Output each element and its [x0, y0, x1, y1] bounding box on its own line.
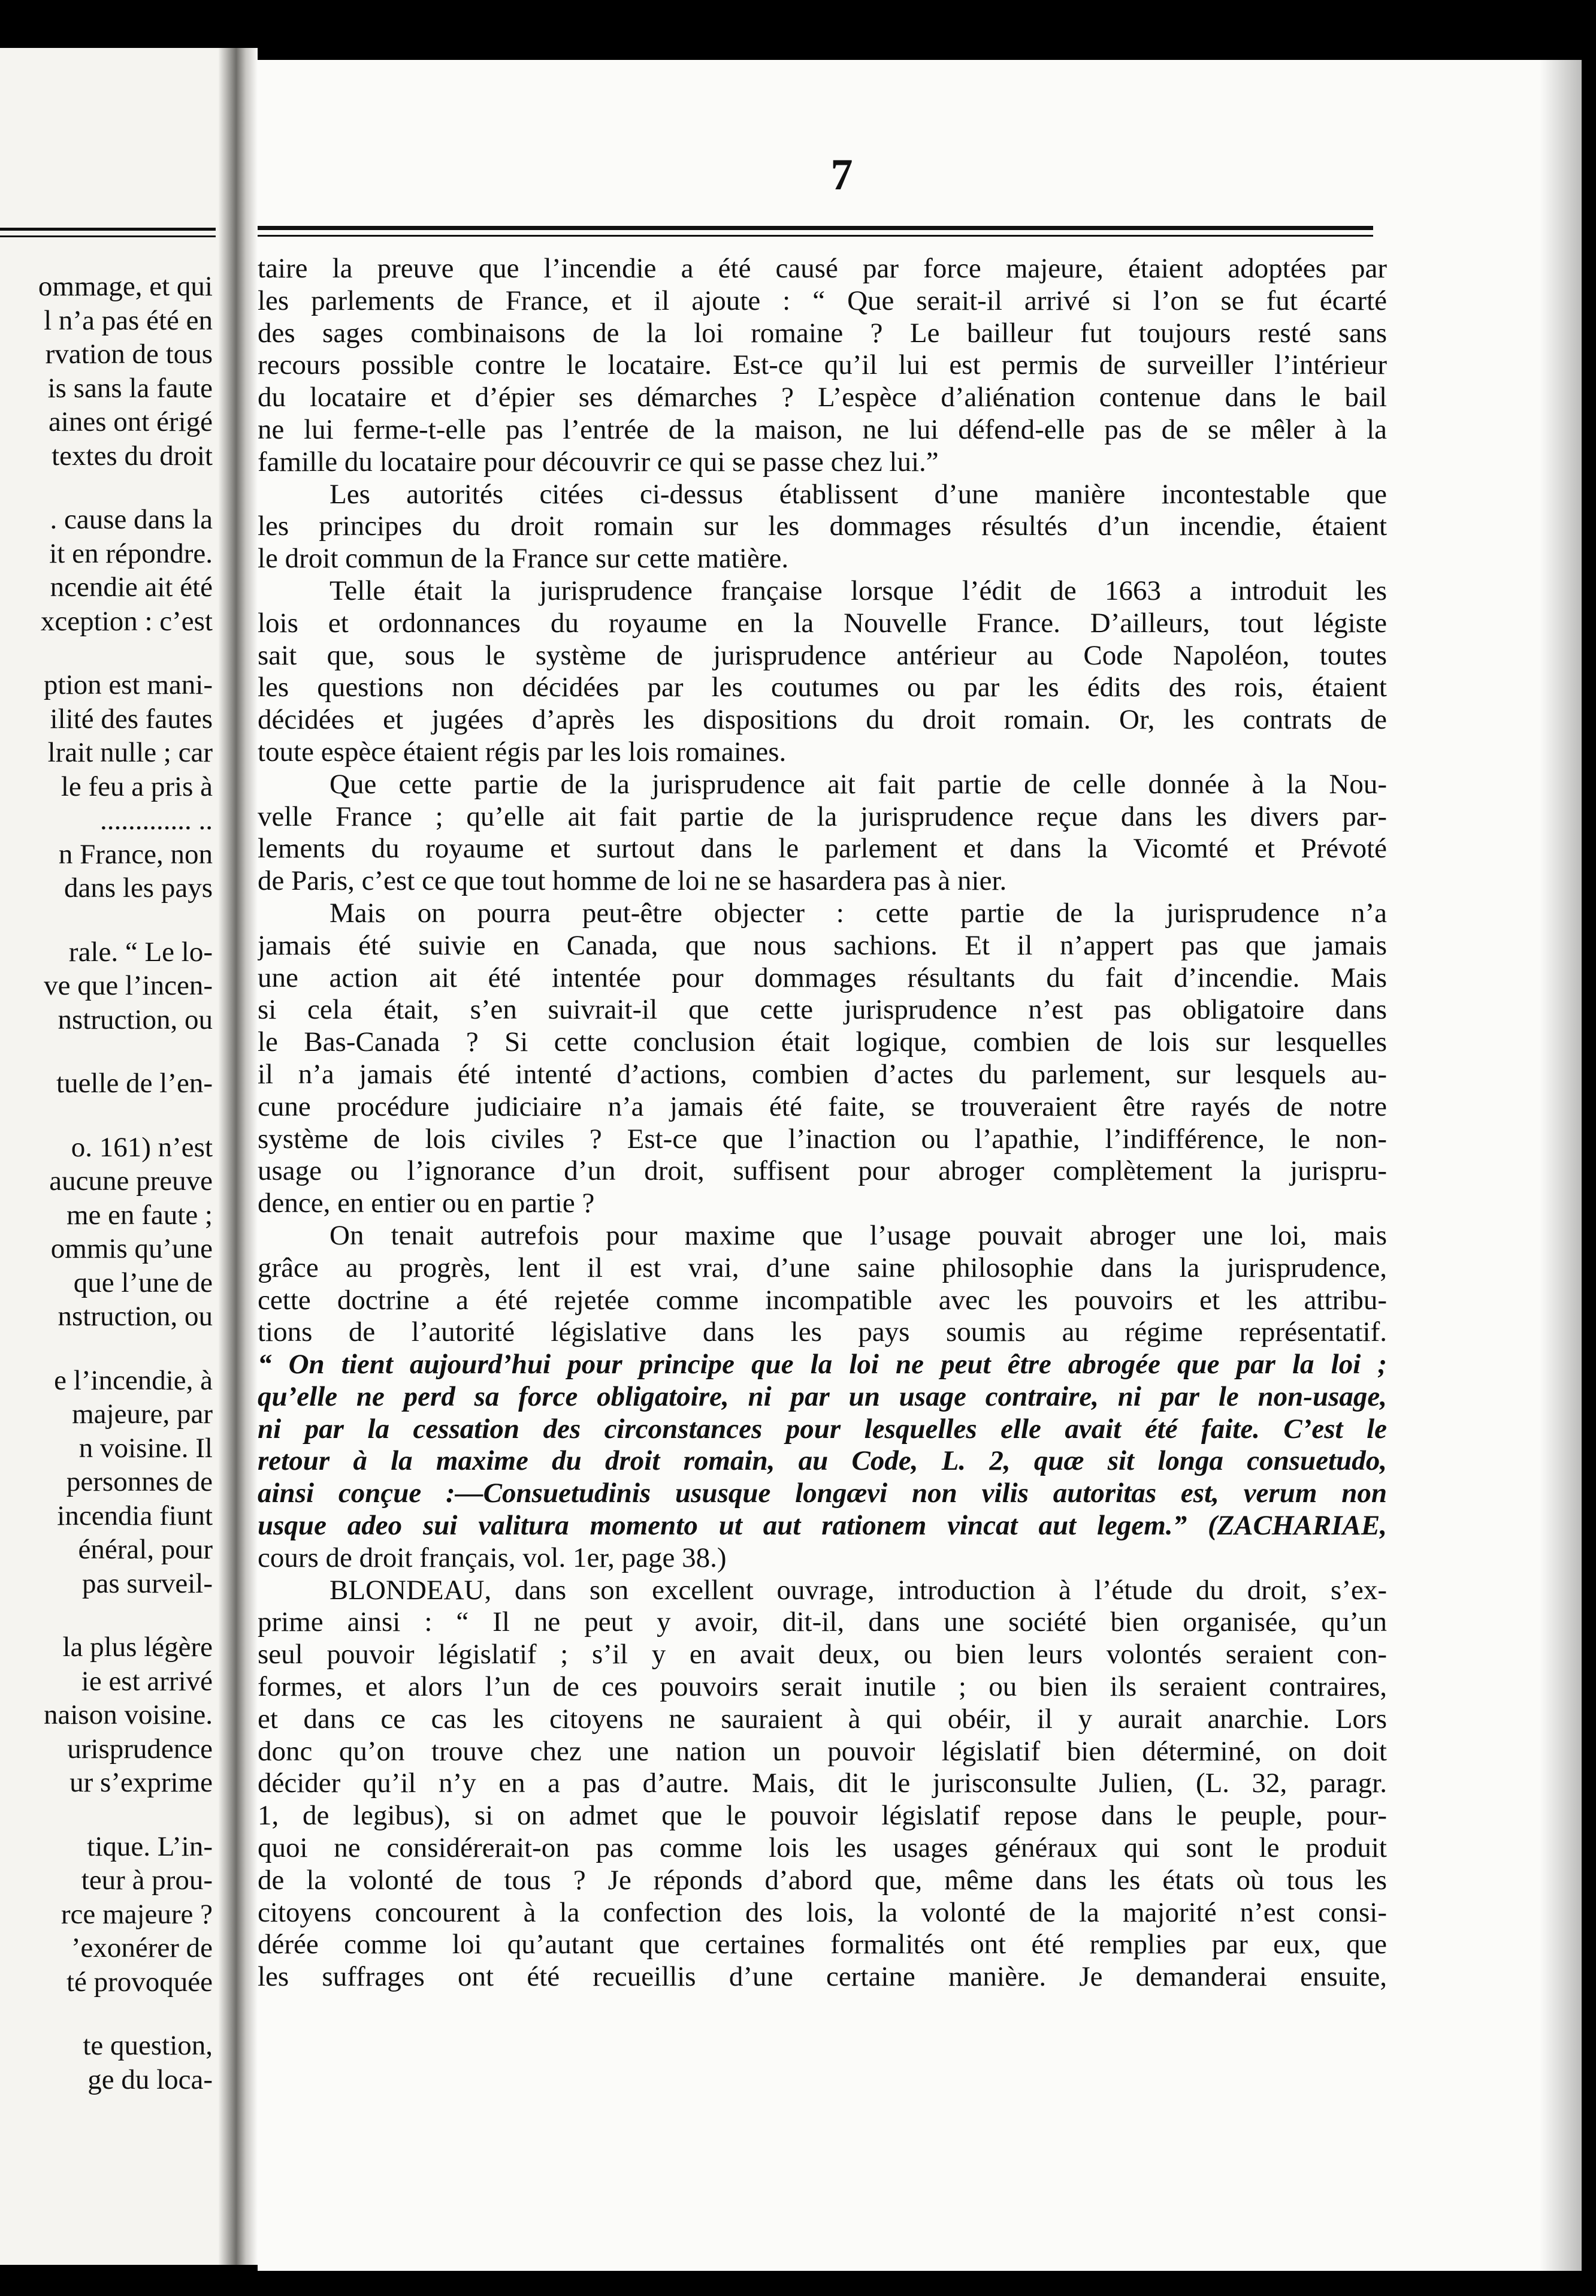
left-column-line: [0, 905, 213, 935]
left-column-line: nstruction, ou: [58, 1004, 213, 1035]
body-line: et dans ce cas les citoyens ne sauraient à qui obéir, il y aurait anarchie. Lors: [258, 1703, 1387, 1735]
left-column-line: l n’a pas été en: [44, 304, 213, 336]
body-line: jamais été suivie en Canada, que nous sachions. Et il n’appert pas que jamais: [258, 929, 1387, 961]
page-edge-shadow: [1540, 60, 1582, 2271]
left-column-line: ilité des fautes: [50, 703, 213, 735]
body-line: quoi ne considérerait-on pas comme lois les usages généraux qui sont le produit: [258, 1832, 1387, 1864]
body-line: cours de droit français, vol. 1er, page 38.): [258, 1542, 727, 1573]
body-line: recours possible contre le locataire. Est-ce qu’il lui est permis de surveiller l’intérieur: [258, 349, 1387, 381]
left-column-line: textes du droit: [52, 440, 213, 472]
left-column-line: pas surveil-: [82, 1567, 213, 1599]
left-column-line: is sans la faute: [47, 372, 213, 404]
body-line: les principes du droit romain sur les dommages résultés d’un incendie, étaient: [258, 510, 1387, 542]
left-column-line: nstruction, ou: [58, 1301, 213, 1332]
left-column-line: ie est arrivé: [81, 1665, 213, 1697]
body-line: Mais on pourra peut-être objecter : cette partie de la jurisprudence n’a: [330, 897, 1387, 929]
left-column-line: ommage, et qui: [38, 271, 213, 302]
body-line: seul pouvoir législatif ; s’il y en avait deux, ou bien leurs volontés seraient con-: [258, 1639, 1387, 1670]
left-page-rule: [0, 228, 216, 237]
left-column-line: aines ont érigé: [48, 406, 213, 437]
body-line: décider qu’il n’y en a pas d’autre. Mais, dit le jurisconsulte Julien, (L. 32, paragr.: [258, 1768, 1387, 1799]
left-column-line: n France, non: [58, 838, 213, 870]
body-line: sait que, sous le système de jurisprudence antérieur au Code Napoléon, toutes: [258, 639, 1387, 671]
page-number: 7: [830, 150, 853, 200]
body-line: famille du locataire pour découvrir ce qui se passe chez lui.”: [258, 446, 939, 478]
left-column-line: la plus légère: [62, 1632, 213, 1663]
body-line: les questions non décidées par les coutumes ou par les édits des rois, étaient: [258, 672, 1387, 703]
body-line: Telle était la jurisprudence française lorsque l’édit de 1663 a introduit les: [330, 575, 1387, 606]
left-column-line: ............. ..: [100, 805, 213, 836]
body-line: grâce au progrès, lent il est vrai, d’une saine philosophie dans la jurisprudence,: [258, 1252, 1387, 1283]
left-column-line: te question,: [83, 2030, 213, 2061]
left-column-line: ’exonérer de: [71, 1932, 213, 1963]
body-text: [258, 253, 1387, 1993]
body-line: “ On tient aujourd’hui pour principe que la loi ne peut être abrogée que par la loi ;: [258, 1349, 1387, 1380]
body-line: retour à la maxime du droit romain, au Code, L. 2, quæ sit longa consuetudo,: [258, 1445, 1387, 1477]
body-line: dérée comme loi qu’autant que certaines formalités ont été remplies par eux, que: [258, 1929, 1387, 1960]
left-column-line: o. 161) n’est: [71, 1131, 213, 1163]
body-line: On tenait autrefois pour maxime que l’usage pouvait abroger une loi, mais: [330, 1219, 1387, 1251]
body-line: décidées et jugées d’après les dispositions du droit romain. Or, les contrats de: [258, 704, 1387, 736]
body-line: cune procédure judiciaire n’a jamais été faite, se trouveraient être rayés de notre: [258, 1090, 1387, 1122]
header-rule: [258, 226, 1373, 237]
body-line: usage ou l’ignorance d’un droit, suffisent pour abroger complètement la jurispru-: [258, 1155, 1387, 1187]
left-column-line: e l’incendie, à: [54, 1364, 213, 1396]
body-line: usque adeo sui valitura momento ut aut rationem vincat aut legem.” (ZACHARIAE,: [258, 1510, 1387, 1542]
body-line: ne lui ferme-t-elle pas l’entrée de la maison, ne lui défend-elle pas de se mêler à la: [258, 413, 1387, 445]
body-line: cette doctrine a été rejetée comme incompatible avec les pouvoirs et les attribu-: [258, 1284, 1387, 1316]
left-column-line: té provoquée: [66, 1966, 213, 1998]
body-line: qu’elle ne perd sa force obligatoire, ni par un usage contraire, ni par le non-usage,: [258, 1380, 1387, 1412]
body-line: ainsi conçue :—Consuetudinis ususque longævi non vilis autoritas est, verum non: [258, 1478, 1387, 1509]
left-column-line: majeure, par: [72, 1398, 213, 1430]
body-line: une action ait été intentée pour dommages résultants du fait d’incendie. Mais: [258, 962, 1387, 993]
left-column-line: teur à prou-: [81, 1865, 213, 1896]
left-column-line: naison voisine.: [44, 1699, 213, 1730]
left-column-line: ption est mani-: [44, 669, 213, 700]
body-line: de Paris, c’est ce que tout homme de loi ne se hasardera pas à nier.: [258, 865, 1007, 897]
left-column-line: [0, 1600, 213, 1630]
left-column-line: ve que l’incen-: [44, 970, 213, 1001]
left-column-line: urisprudence: [67, 1733, 213, 1765]
body-line: lois et ordonnances du royaume en la Nouvelle France. D’ailleurs, tout légiste: [258, 607, 1387, 639]
body-line: Les autorités citées ci-dessus établissent d’une manière incontestable que: [330, 478, 1387, 510]
body-line: 1, de legibus), si on admet que le pouvoir législatif repose dans le peuple, pour-: [258, 1800, 1387, 1832]
body-line: il n’a jamais été intenté d’actions, combien d’actes du parlement, sur lesquels au-: [258, 1058, 1387, 1090]
left-column-line: le feu a pris à: [61, 771, 213, 802]
body-line: le Bas-Canada ? Si cette conclusion était logique, combien de lois sur lesquelles: [258, 1026, 1387, 1058]
left-column-line: me en faute ;: [66, 1199, 213, 1231]
book-gutter: [219, 48, 258, 2265]
left-column-line: ommis qu’une: [50, 1233, 213, 1264]
body-line: des sages combinaisons de la loi romaine ? Le bailleur fut toujours resté sans: [258, 317, 1387, 349]
body-line: taire la preuve que l’incendie a été causé par force majeure, étaient adoptées par: [258, 253, 1387, 284]
left-column-line: rvation de tous: [45, 339, 213, 370]
left-column-line: [0, 1999, 213, 2029]
body-line: de la volonté de tous ? Je réponds d’abord que, même dans les états où tous les: [258, 1864, 1387, 1896]
body-line: les suffrages ont été recueillis d’une certaine manière. Je demanderai ensuite,: [258, 1961, 1387, 1993]
left-page-fragment: [0, 48, 219, 2265]
left-column-line: n voisine. Il: [78, 1432, 213, 1464]
body-line: prime ainsi : “ Il ne peut y avoir, dit-il, dans une société bien organisée, qu’un: [258, 1606, 1387, 1638]
left-column-line: xception : c’est: [40, 605, 213, 637]
left-column-line: [0, 473, 213, 503]
left-column-line: que l’une de: [73, 1267, 213, 1298]
right-page: [258, 60, 1582, 2271]
left-column-line: rce majeure ?: [61, 1898, 213, 1930]
left-column-line: [0, 1101, 213, 1131]
body-line: BLONDEAU, dans son excellent ouvrage, introduction à l’étude du droit, s’ex-: [330, 1574, 1387, 1606]
left-column-line: lrait nulle ; car: [47, 737, 213, 768]
left-column-line: ur s’exprime: [69, 1767, 213, 1798]
left-column-line: [0, 1800, 213, 1830]
left-column-line: ncendie ait été: [50, 572, 213, 603]
left-column-line: . cause dans la: [50, 504, 213, 535]
body-line: Que cette partie de la jurisprudence ait fait partie de celle donnée à la Nou-: [330, 768, 1387, 800]
body-line: du locataire et d’épier ses démarches ? L’espèce d’aliénation contenue dans le bail: [258, 382, 1387, 413]
body-line: ni par la cessation des circonstances pour lesquelles elle avait été faite. C’est le: [258, 1413, 1387, 1445]
body-line: tions de l’autorité législative dans les pays soumis au régime représentatif.: [258, 1316, 1387, 1348]
left-column-line: tuelle de l’en-: [56, 1068, 213, 1099]
left-column-line: tique. L’in-: [87, 1830, 213, 1862]
left-column-line: ge du loca-: [87, 2064, 213, 2095]
body-line: si cela était, s’en suivrait-il que cette jurisprudence n’est pas obligatoire dans: [258, 994, 1387, 1026]
left-column-line: aucune preuve: [49, 1165, 213, 1197]
body-line: formes, et alors l’un de ces pouvoirs serait inutile ; ou bien ils seraient contraires,: [258, 1671, 1387, 1703]
left-column-line: [0, 1037, 213, 1067]
body-line: toute espèce étaient régis par les lois romaines.: [258, 736, 787, 768]
left-column-line: it en répondre.: [49, 537, 213, 569]
left-column-line: énéral, pour: [78, 1534, 213, 1565]
left-column-line: dans les pays: [64, 872, 213, 904]
body-line: dence, en entier ou en partie ?: [258, 1188, 595, 1219]
body-line: lements du royaume et surtout dans le parlement et dans la Vicomté et Prévoté: [258, 833, 1387, 865]
body-line: citoyens concourent à la confection des lois, la volonté de la majorité n’est consi-: [258, 1896, 1387, 1928]
body-line: velle France ; qu’elle ait fait partie de la jurisprudence reçue dans les divers par-: [258, 800, 1387, 832]
left-column-line: [0, 1334, 213, 1364]
left-column-line: [0, 638, 213, 668]
left-column-line: rale. “ Le lo-: [68, 936, 213, 968]
left-column-line: personnes de: [66, 1466, 213, 1497]
body-line: système de lois civiles ? Est-ce que l’inaction ou l’apathie, l’indifférence, le non-: [258, 1123, 1387, 1155]
body-line: le droit commun de la France sur cette matière.: [258, 543, 789, 575]
left-column-text: [0, 270, 213, 2096]
body-line: donc qu’on trouve chez une nation un pouvoir législatif bien déterminé, on doit: [258, 1735, 1387, 1767]
body-line: les parlements de France, et il ajoute : “ Que serait-il arrivé si l’on se fut écarté: [258, 285, 1387, 316]
left-column-line: incendia fiunt: [57, 1500, 213, 1531]
